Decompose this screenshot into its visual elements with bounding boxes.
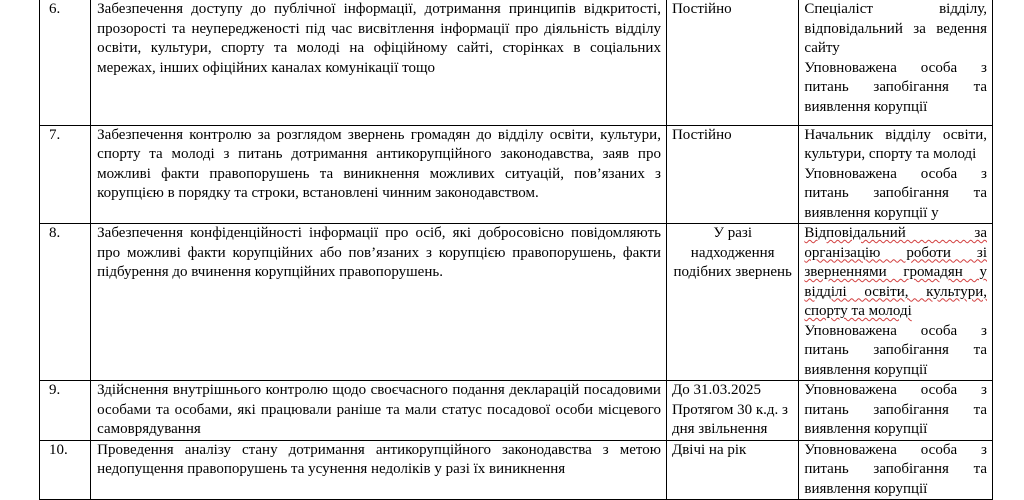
responsible-text: Уповноважена особа з питань запобігання та виявлення корупції [804, 59, 987, 115]
row-number: 7. [40, 125, 91, 224]
term-text: Постійно [666, 0, 798, 125]
table-row [40, 224, 993, 381]
measure-text: Забезпечення контролю за розглядом звернень громадян до відділу освіти, культури, спорту та молоді з питань дотримання антикорупційного законодавства, заяв про можливі факти правопорушень та виникнення можливих ситуацій, пов’язаних з корупцією в порядку та строки, встановлені чинним законодавством. [91, 125, 667, 224]
responsible-text: Уповноважена особа з питань запобігання та виявлення корупції [804, 441, 987, 497]
table-row [40, 125, 993, 224]
term-text: Постійно [666, 125, 798, 224]
responsible-text: Начальник відділу освіти, культури, спорту та молоді [804, 126, 987, 162]
row-number: 6. [40, 0, 91, 125]
responsible-cell [799, 381, 993, 441]
responsible-text: Уповноважена особа з питань запобігання та виявлення корупції [804, 322, 987, 378]
table-row [40, 0, 993, 125]
row-number: 9. [40, 381, 91, 441]
measure-text: Здійснення внутрішнього контролю щодо своєчасного подання декларацій посадовими особами та особами, які працювали раніше та мали статус посадової особи місцевого самоврядування [91, 381, 667, 441]
responsible-text: Спеціаліст відділу, відповідальний за ведення сайту [804, 1, 987, 56]
term-text: У разі надходження подібних звернень [666, 224, 798, 381]
responsible-cell [799, 0, 993, 125]
responsible-text: Уповноважена особа з питань запобігання та виявлення корупції у [804, 165, 987, 221]
responsible-text: Уповноважена особа з питань запобігання та виявлення корупції [804, 382, 987, 437]
row-number: 8. [40, 224, 91, 381]
row-number: 10. [40, 440, 91, 500]
responsible-cell [799, 440, 993, 500]
measure-text: Забезпечення доступу до публічної інформації, дотримання принципів відкритості, прозорості та неупередженості під час висвітлення інформації про діяльність відділу освіти, культури, спорту та молоді на офіційному сайті, сторінках в соціальних мережах, інших офіційних каналах комунікації тощо [91, 0, 667, 125]
responsible-text: Відповідальний за організацію роботи зі зверненнями громадян у відділі освіти, культури, спорту та молоді [804, 225, 987, 319]
anticorruption-measures-table [39, 0, 993, 500]
responsible-cell [799, 125, 993, 224]
measure-text: Забезпечення конфіденційності інформації про осіб, які добросовісно повідомляють про можливі факти корупційних або пов’язаних з корупцією правопорушень, факти підбурення до вчинення корупційних правопорушень. [91, 224, 667, 381]
term-text: До 31.03.2025 Протягом 30 к.д. з дня звільнення [666, 381, 798, 441]
table-row [40, 381, 993, 441]
responsible-cell [799, 224, 993, 381]
table-row [40, 440, 993, 500]
measure-text: Проведення аналізу стану дотримання антикорупційного законодавства з метою недопущення правопорушень та усунення недоліків у разі їх виникнення [91, 440, 667, 500]
term-text: Двічі на рік [666, 440, 798, 500]
